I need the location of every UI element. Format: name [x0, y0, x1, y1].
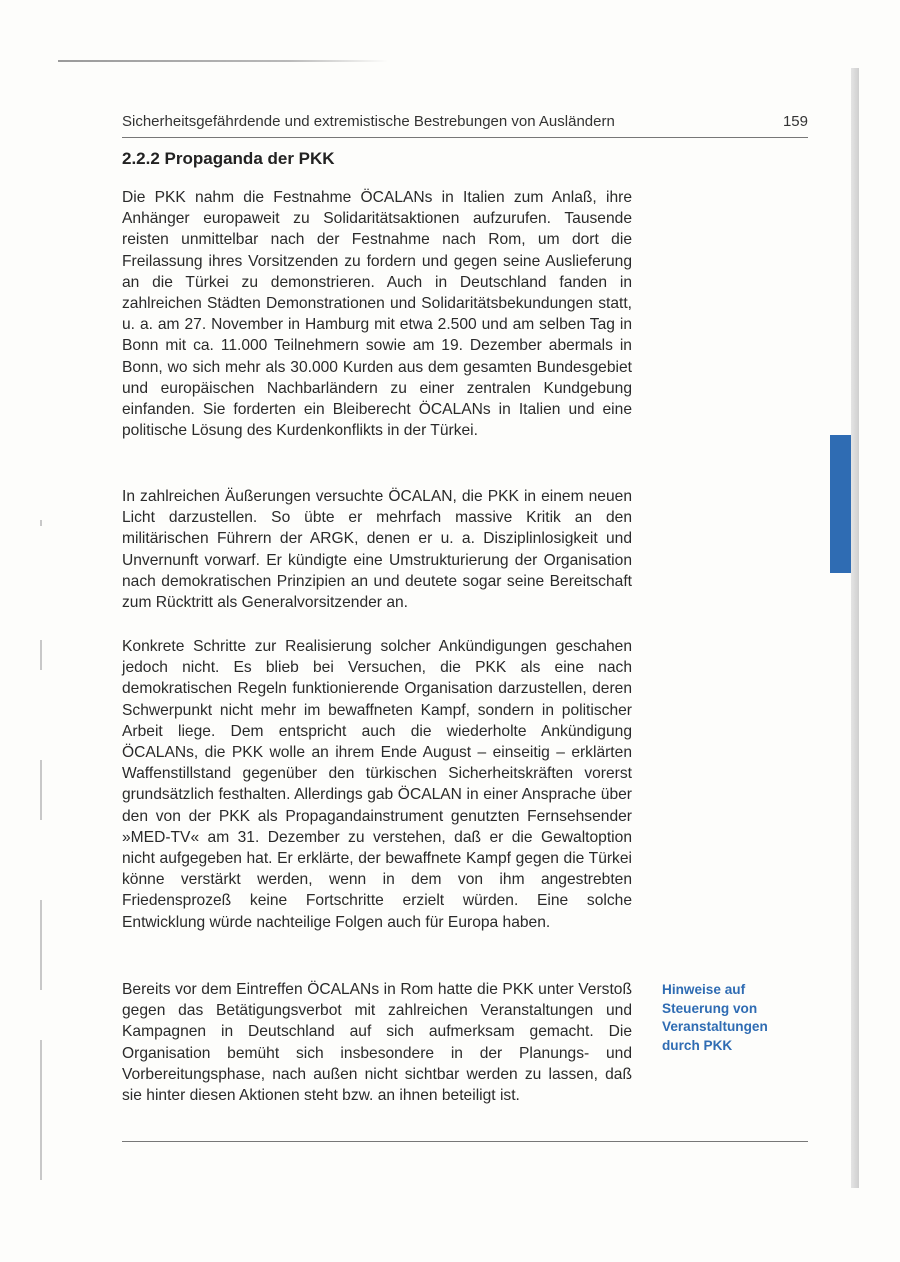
body-paragraph-2: In zahlreichen Äußerungen versuchte ÖCALAN, die PKK in einem neuen Licht darzustellen. So übte er mehrfach massive Kritik an den militärischen Führern der ARGK, denen er u. a. Disziplinlosigkeit und Unvernunft vorwarf. Er kündigte eine Umstrukturierung der Organisation nach demokratischen Prinzipien an und deutete sogar seine Bereitschaft zum Rücktritt als Generalvorsitzender an.	[122, 488, 632, 612]
body-paragraph-3: Konkrete Schritte zur Realisierung solcher Ankündigungen geschahen jedoch nicht. Es blieb bei Versuchen, die PKK als eine nach demokratischen Regeln funktionierende Organisation darzustellen, deren Schwerpunkt nicht mehr im bewaffneten Kampf, sondern in politischer Arbeit liege. Dem entspricht auch die wiederholte Ankündigung ÖCALANs, die PKK wolle an ihrem Ende August – einseitig – erklärten Waffenstillstand gegenüber den türkischen Sicherheitskräften vorerst grundsätzlich festhalten. Allerdings gab ÖCALAN in einer Ansprache über den von der PKK als Propagandainstrument genutzten Fernsehsender »MED-TV« am 31. Dezember zu verstehen, daß er die Gewaltoption nicht aufgegeben hat. Er erklärte, der bewaffnete Kampf gegen die Türkei könne verstärkt werden, wenn in dem von ihm angestrebten Friedensprozeß keine Fortschritte erzielt würden. Eine solche Entwicklung würde nachteilige Folgen auch für Europa haben.	[122, 638, 632, 931]
scan-speck	[40, 900, 42, 990]
section-heading: 2.2.2 Propaganda der PKK	[122, 149, 335, 168]
body-paragraph-4: Bereits vor dem Eintreffen ÖCALANs in Rom hatte die PKK unter Verstoß gegen das Betätigungsverbot mit zahlreichen Veranstaltungen und Kampagnen in Deutschland auf sich aufmerksam gemacht. Die Organisation bemüht sich insbesondere in der Planungs- und Vorbereitungsphase, nach außen nicht sichtbar werden zu lassen, daß sie hinter diesen Aktionen steht bzw. an ihnen beteiligt ist.	[122, 981, 632, 1105]
scan-speck	[40, 1040, 42, 1180]
running-header	[122, 113, 808, 138]
running-header-title: Sicherheitsgefährdende und extremistische Bestrebungen von Ausländern	[122, 113, 615, 130]
page-number: 159	[782, 113, 808, 130]
body-paragraph-1: Die PKK nahm die Festnahme ÖCALANs in Italien zum Anlaß, ihre Anhänger europaweit zu Solidaritätsaktionen aufzurufen. Tausende reisten unmittelbar nach der Festnahme nach Rom, um dort die Freilassung ihres Vorsitzenden zu fordern und gegen seine Auslieferung an die Türkei zu demonstrieren. Auch in Deutschland fanden in zahlreichen Städten Demonstrationen und Solidaritätsbekundungen statt, u. a. am 27. November in Hamburg mit etwa 2.500 und am selben Tag in Bonn mit ca. 11.000 Teilnehmern sowie am 19. Dezember abermals in Bonn, wo sich mehr als 30.000 Kurden aus dem gesamten Bundesgebiet und europäischen Nachbarländern zu einer zentralen Kundgebung einfanden. Sie forderten ein Bleiberecht ÖCALANs in Italien und eine politische Lösung des Kurdenkonflikts in der Türkei.	[122, 189, 632, 440]
top-decorative-rule	[58, 60, 388, 62]
bottom-rule	[122, 1141, 808, 1142]
margin-note: Hinweise auf Steuerung von Veranstaltungen durch PKK	[662, 982, 768, 1053]
scan-speck	[40, 640, 42, 670]
scan-speck	[40, 520, 42, 526]
scan-speck	[40, 760, 42, 820]
chapter-thumb-tab	[830, 435, 851, 573]
page-edge-shadow	[851, 68, 859, 1188]
